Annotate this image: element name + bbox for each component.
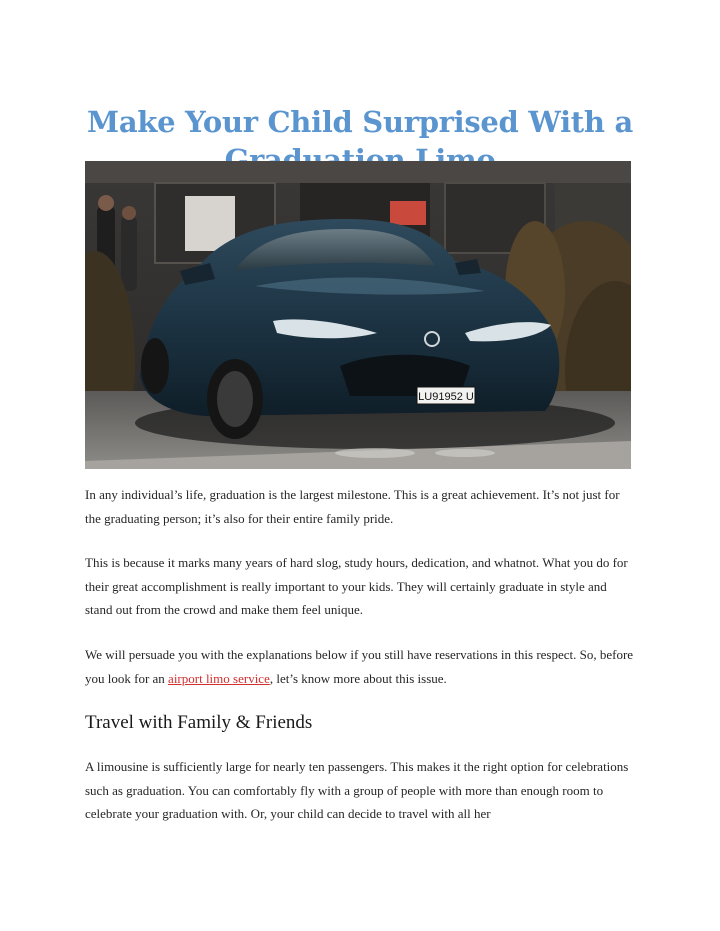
body-paragraph-2: This is because it marks many years of hard slog, study hours, dedication, and whatnot. What you do for their great accomplishment is really important to your kids. They will certainly graduate in style and stand out from the crowd and make them feel unique. bbox=[85, 555, 628, 617]
airport-limo-service-link[interactable]: airport limo service bbox=[168, 670, 270, 686]
intro-paragraph: In any individual’s life, graduation is the largest milestone. This is a great achievement. It’s not just for the graduating person; it’s also for their entire family pride. bbox=[85, 487, 620, 526]
body-paragraph-3 bbox=[85, 643, 637, 690]
paragraph-text-after-link: , let’s know more about this issue. bbox=[269, 670, 447, 686]
page-title: Make Your Child Surprised With a bbox=[87, 105, 633, 140]
section-heading: Travel with Family & Friends bbox=[85, 712, 313, 733]
license-plate: LU91952 U bbox=[418, 391, 474, 403]
hero-car-image bbox=[85, 161, 631, 469]
paragraph-text-before-link: We will persuade you with the explanations below if you still have reservations in this respect. So, before you look for an bbox=[85, 647, 634, 686]
body-paragraph-4: A limousine is sufficiently large for nearly ten passengers. This makes it the right option for celebrations such as graduation. You can comfortably fly with a group of people with more than enough room to celebrate your graduation with. Or, your child can decide to travel with all her bbox=[85, 759, 629, 821]
car-photo-icon bbox=[85, 161, 631, 469]
